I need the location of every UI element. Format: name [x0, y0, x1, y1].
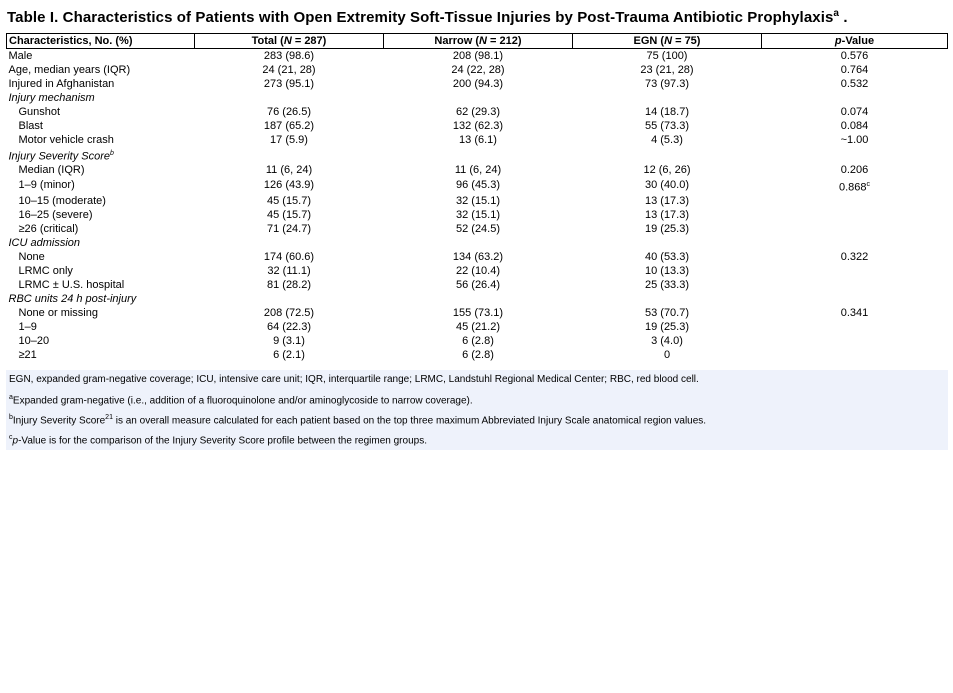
table-row	[7, 133, 948, 147]
cell-narrow: 56 (26.4)	[455, 278, 501, 291]
row-label: 10–15 (moderate)	[18, 194, 106, 207]
cell-p	[762, 320, 948, 334]
cell-narrow: 32 (15.1)	[455, 194, 501, 207]
row-label: ≥21	[18, 348, 37, 361]
cell-p	[762, 264, 948, 278]
cell-total: 174 (60.6)	[263, 250, 315, 263]
cell-narrow: 45 (21.2)	[455, 320, 501, 333]
cell-egn: 19 (25.3)	[644, 320, 690, 333]
cell-narrow: 24 (22, 28)	[451, 63, 505, 76]
cell-p: 0.322	[840, 250, 869, 263]
cell-total: 17 (5.9)	[270, 133, 308, 146]
cell-egn: 12 (6, 26)	[643, 164, 691, 177]
cell-egn: 0	[663, 348, 671, 361]
cell-total: 283 (98.6)	[263, 49, 315, 62]
cell-egn: 13 (17.3)	[644, 194, 690, 207]
cell-total: 208 (72.5)	[263, 306, 315, 319]
footnote-abbreviations: EGN, expanded gram-negative coverage; ICU, intensive care unit; IQR, interquartile range; LRMC, Landstuhl Regional Medical Center; RBC, red blood cell.	[9, 374, 699, 385]
cell-total: 126 (43.9)	[263, 179, 315, 192]
table-body	[7, 49, 948, 363]
header-narrow: Narrow (N = 212)	[384, 34, 573, 49]
cell-p	[762, 194, 948, 208]
footnotes	[6, 370, 948, 450]
row-label: ≥26 (critical)	[18, 222, 79, 235]
cell-narrow: 32 (15.1)	[455, 208, 501, 221]
cell-egn: 19 (25.3)	[644, 222, 690, 235]
row-label: Blast	[18, 119, 43, 132]
cell-total: 45 (15.7)	[266, 208, 312, 221]
table-row	[7, 306, 948, 320]
header-characteristics: Characteristics, No. (%)	[7, 34, 195, 49]
cell-p: 0.576	[840, 49, 869, 62]
section-label: Injury Severity Score$^b$	[8, 150, 114, 163]
cell-egn: 55 (73.3)	[644, 119, 690, 132]
cell-egn: 25 (33.3)	[644, 278, 690, 291]
cell-egn: 53 (70.7)	[644, 306, 690, 319]
cell-total: 81 (28.2)	[266, 278, 312, 291]
header-egn: EGN (N = 75)	[573, 34, 762, 49]
cell-p	[762, 222, 948, 236]
cell-egn: 4 (5.3)	[651, 133, 683, 146]
table-row	[7, 348, 948, 362]
table-row	[7, 63, 948, 77]
row-label: None or missing	[18, 306, 98, 319]
cell-total: 9 (3.1)	[273, 334, 305, 347]
table-row	[7, 178, 948, 195]
cell-p: ~1.00	[840, 133, 869, 146]
cell-p: 0.206	[840, 164, 869, 177]
footnote-a: $^a$Expanded gram-negative (i.e., addition of a fluoroquinolone and/or aminoglycoside to narrow coverage).	[9, 394, 473, 407]
section-header-row	[7, 292, 948, 306]
section-label: Injury mechanism	[8, 91, 95, 104]
row-label: LRMC ± U.S. hospital	[18, 278, 125, 291]
cell-narrow: 62 (29.3)	[455, 105, 501, 118]
cell-egn: 40 (53.3)	[644, 250, 690, 263]
cell-narrow: 208 (98.1)	[452, 49, 504, 62]
row-label: Gunshot	[18, 105, 61, 118]
cell-total: 187 (65.2)	[263, 119, 315, 132]
cell-egn: 13 (17.3)	[644, 208, 690, 221]
section-label: ICU admission	[8, 236, 81, 249]
section-label: RBC units 24 h post-injury	[8, 292, 137, 305]
cell-total: 273 (95.1)	[263, 77, 315, 90]
cell-egn: 73 (97.3)	[644, 77, 690, 90]
row-label: Injured in Afghanistan	[8, 77, 115, 90]
table-row	[7, 334, 948, 348]
cell-egn: 10 (13.3)	[644, 264, 690, 277]
row-label: Age, median years (IQR)	[8, 63, 131, 76]
cell-total: 24 (21, 28)	[262, 63, 316, 76]
table-row	[7, 164, 948, 178]
title-footnote-mark: a	[833, 8, 840, 19]
cell-p	[762, 278, 948, 292]
cell-narrow: 22 (10.4)	[455, 264, 501, 277]
cell-narrow: 6 (2.8)	[462, 348, 494, 361]
table-row	[7, 77, 948, 91]
table-row	[7, 105, 948, 119]
cell-narrow: 96 (45.3)	[455, 179, 501, 192]
table-row	[7, 49, 948, 64]
table-header-row	[7, 34, 948, 49]
cell-p: 0.868$^c$	[838, 180, 871, 194]
cell-total: 6 (2.1)	[273, 348, 305, 361]
cell-narrow: 200 (94.3)	[452, 77, 504, 90]
cell-total: 11 (6, 24)	[265, 164, 313, 177]
table-row	[7, 194, 948, 208]
table-row	[7, 119, 948, 133]
header-total: Total (N = 287)	[195, 34, 384, 49]
table-row	[7, 222, 948, 236]
table-row	[7, 250, 948, 264]
row-label: Male	[8, 49, 33, 62]
cell-egn: 23 (21, 28)	[640, 63, 694, 76]
footnote-b: $^b$Injury Severity Score$^{21}$ is an overall measure calculated for each patient based on the top three maximum Abbreviated Injury Scale anatomical region values.	[9, 414, 707, 427]
row-label: Median (IQR)	[18, 164, 85, 177]
cell-egn: 75 (100)	[646, 49, 688, 62]
cell-p: 0.084	[840, 119, 869, 132]
cell-p	[762, 334, 948, 348]
row-label: 1–9	[18, 320, 37, 333]
footnote-c: $^c$p-Value is for the comparison of the Injury Severity Score profile between the regimen groups.	[9, 434, 427, 447]
row-label: None	[18, 250, 45, 263]
cell-narrow: 134 (63.2)	[452, 250, 504, 263]
cell-total: 45 (15.7)	[266, 194, 312, 207]
row-label: Motor vehicle crash	[18, 133, 114, 146]
cell-p: 0.341	[840, 306, 869, 319]
table-row	[7, 320, 948, 334]
cell-total: 32 (11.1)	[267, 264, 311, 277]
cell-egn: 3 (4.0)	[651, 334, 683, 347]
table-row	[7, 208, 948, 222]
cell-narrow: 11 (6, 24)	[454, 164, 502, 177]
cell-narrow: 13 (6.1)	[459, 133, 497, 146]
cell-p	[762, 348, 948, 362]
row-label: 10–20	[18, 334, 50, 347]
cell-total: 71 (24.7)	[266, 222, 312, 235]
cell-p: 0.764	[840, 63, 869, 76]
row-label: 1–9 (minor)	[18, 179, 75, 192]
cell-egn: 30 (40.0)	[644, 179, 690, 192]
cell-p	[762, 208, 948, 222]
header-p-value: p-Value	[762, 34, 948, 49]
cell-narrow: 132 (62.3)	[452, 119, 504, 132]
cell-egn: 14 (18.7)	[644, 105, 690, 118]
cell-total: 64 (22.3)	[266, 320, 312, 333]
cell-narrow: 155 (73.1)	[452, 306, 504, 319]
table-title: Table I. Characteristics of Patients with Open Extremity Soft-Tissue Injuries by Post-Trauma Antibiotic Prophylaxis$^a$ .	[7, 8, 848, 26]
cell-total: 76 (26.5)	[266, 105, 312, 118]
section-header-row	[7, 236, 948, 250]
cell-p: 0.532	[840, 77, 869, 90]
cell-p: 0.074	[840, 105, 869, 118]
cell-narrow: 6 (2.8)	[462, 334, 494, 347]
table-row	[7, 264, 948, 278]
row-label: LRMC only	[18, 264, 73, 277]
table-row	[7, 278, 948, 292]
cell-narrow: 52 (24.5)	[455, 222, 501, 235]
section-header-row	[7, 91, 948, 105]
section-header-row	[7, 147, 948, 164]
characteristics-table	[6, 33, 948, 362]
row-label: 16–25 (severe)	[18, 208, 93, 221]
